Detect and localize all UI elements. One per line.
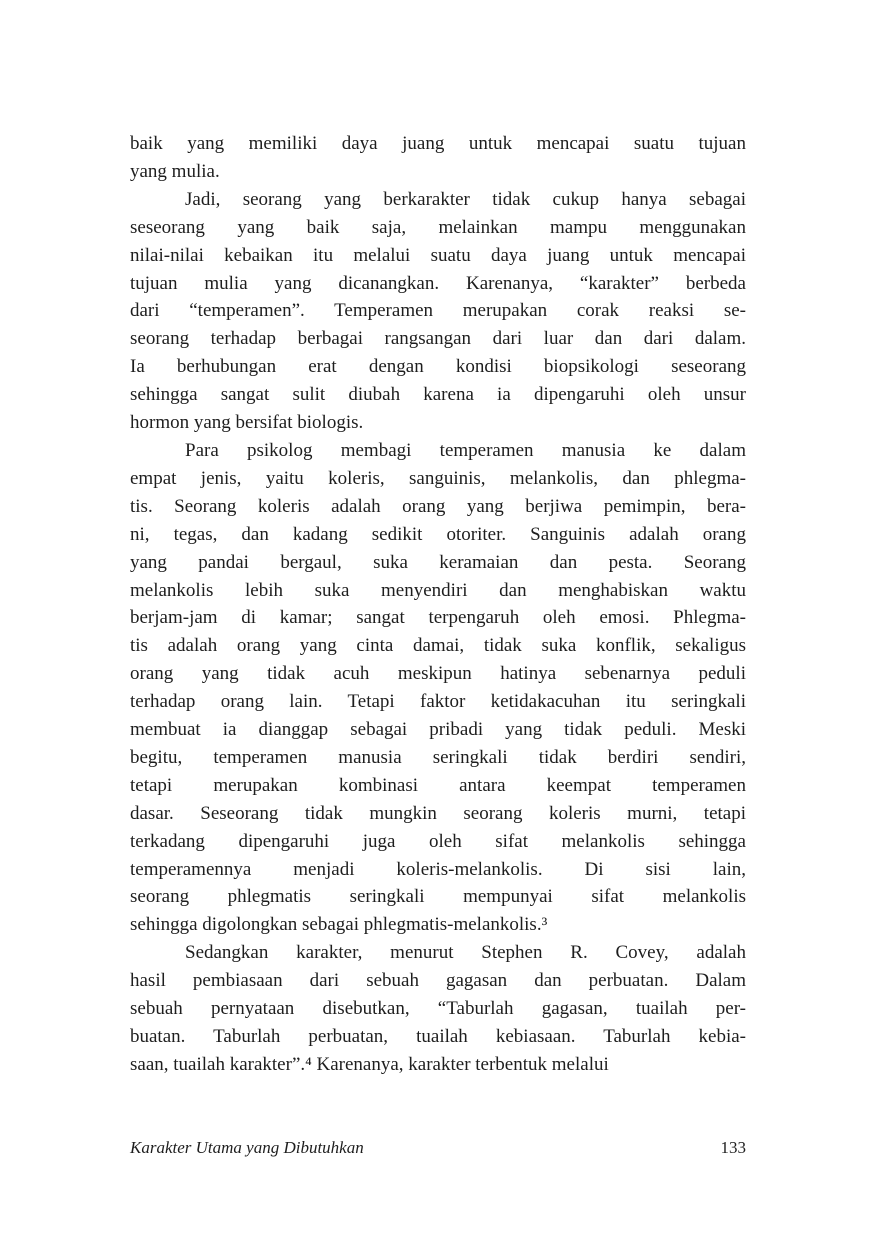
text-line: baik yang memiliki daya juang untuk mencapai suatu tujuan bbox=[130, 133, 746, 154]
text-line: tujuan mulia yang dicanangkan. Karenanya, “karakter” berbeda bbox=[130, 272, 746, 294]
text-line: saan, tuailah karakter”.⁴ Karenanya, karakter terbentuk melalui bbox=[130, 1053, 609, 1075]
text-line: seseorang yang baik saja, melainkan mampu menggunakan bbox=[130, 216, 746, 238]
text-line: tis. Seorang koleris adalah orang yang berjiwa pemimpin, bera- bbox=[130, 495, 746, 517]
text-line: membuat ia dianggap sebagai pribadi yang tidak peduli. Meski bbox=[130, 719, 746, 741]
text-line: empat jenis, yaitu koleris, sanguinis, melankolis, dan phlegma- bbox=[130, 467, 746, 489]
text-line: sehingga sangat sulit diubah karena ia dipengaruhi oleh unsur bbox=[130, 384, 746, 406]
paragraph bbox=[130, 186, 746, 437]
text-line: sebuah pernyataan disebutkan, “Taburlah gagasan, tuailah per- bbox=[130, 998, 746, 1020]
text-line: begitu, temperamen manusia seringkali tidak berdiri sendiri, bbox=[130, 746, 746, 768]
text-line: nilai-nilai kebaikan itu melalui suatu daya juang untuk mencapai bbox=[130, 244, 746, 266]
text-line: temperamennya menjadi koleris-melankolis. Di sisi lain, bbox=[130, 858, 746, 880]
text-line: seorang terhadap berbagai rangsangan dari luar dan dari dalam. bbox=[130, 328, 746, 350]
text-line: melankolis lebih suka menyendiri dan menghabiskan waktu bbox=[130, 579, 746, 601]
paragraph bbox=[130, 130, 746, 186]
text-line: yang pandai bergaul, suka keramaian dan pesta. Seorang bbox=[130, 551, 746, 573]
text-line: dari “temperamen”. Temperamen merupakan corak reaksi se- bbox=[130, 300, 746, 322]
text-line: tetapi merupakan kombinasi antara keempat temperamen bbox=[130, 774, 746, 796]
text-line: tis adalah orang yang cinta damai, tidak suka konflik, sekaligus bbox=[130, 635, 746, 657]
text-line: seorang phlegmatis seringkali mempunyai sifat melankolis bbox=[130, 886, 746, 908]
text-line: terkadang dipengaruhi juga oleh sifat melankolis sehingga bbox=[130, 830, 746, 852]
text-line: orang yang tidak acuh meskipun hatinya sebenarnya peduli bbox=[130, 663, 746, 685]
text-line: yang mulia. bbox=[130, 160, 220, 182]
text-line: terhadap orang lain. Tetapi faktor ketidakacuhan itu seringkali bbox=[130, 691, 746, 713]
text-line: Para psikolog membagi temperamen manusia ke dalam bbox=[185, 439, 746, 461]
text-line: Sedangkan karakter, menurut Stephen R. Covey, adalah bbox=[185, 942, 746, 964]
text-line: berjam-jam di kamar; sangat terpengaruh oleh emosi. Phlegma- bbox=[130, 607, 746, 629]
text-line: ni, tegas, dan kadang sedikit otoriter. Sanguinis adalah orang bbox=[130, 523, 746, 545]
page-number: 133 bbox=[720, 1138, 746, 1157]
text-line: buatan. Taburlah perbuatan, tuailah kebiasaan. Taburlah kebia- bbox=[130, 1026, 746, 1047]
page-footer bbox=[130, 1138, 746, 1158]
text-line: sehingga digolongkan sebagai phlegmatis-melankolis.³ bbox=[130, 914, 548, 936]
text-line: hormon yang bersifat biologis. bbox=[130, 412, 364, 434]
paragraph bbox=[130, 939, 746, 1079]
text-line: dasar. Seseorang tidak mungkin seorang koleris murni, tetapi bbox=[130, 802, 746, 824]
paragraph bbox=[130, 437, 746, 939]
text-line: Jadi, seorang yang berkarakter tidak cukup hanya sebagai bbox=[185, 188, 746, 210]
text-line: Ia berhubungan erat dengan kondisi biopsikologi seseorang bbox=[130, 356, 746, 378]
running-footer-title: Karakter Utama yang Dibutuhkan bbox=[130, 1138, 364, 1157]
text-line: hasil pembiasaan dari sebuah gagasan dan perbuatan. Dalam bbox=[130, 970, 746, 992]
text-block bbox=[130, 130, 746, 1079]
